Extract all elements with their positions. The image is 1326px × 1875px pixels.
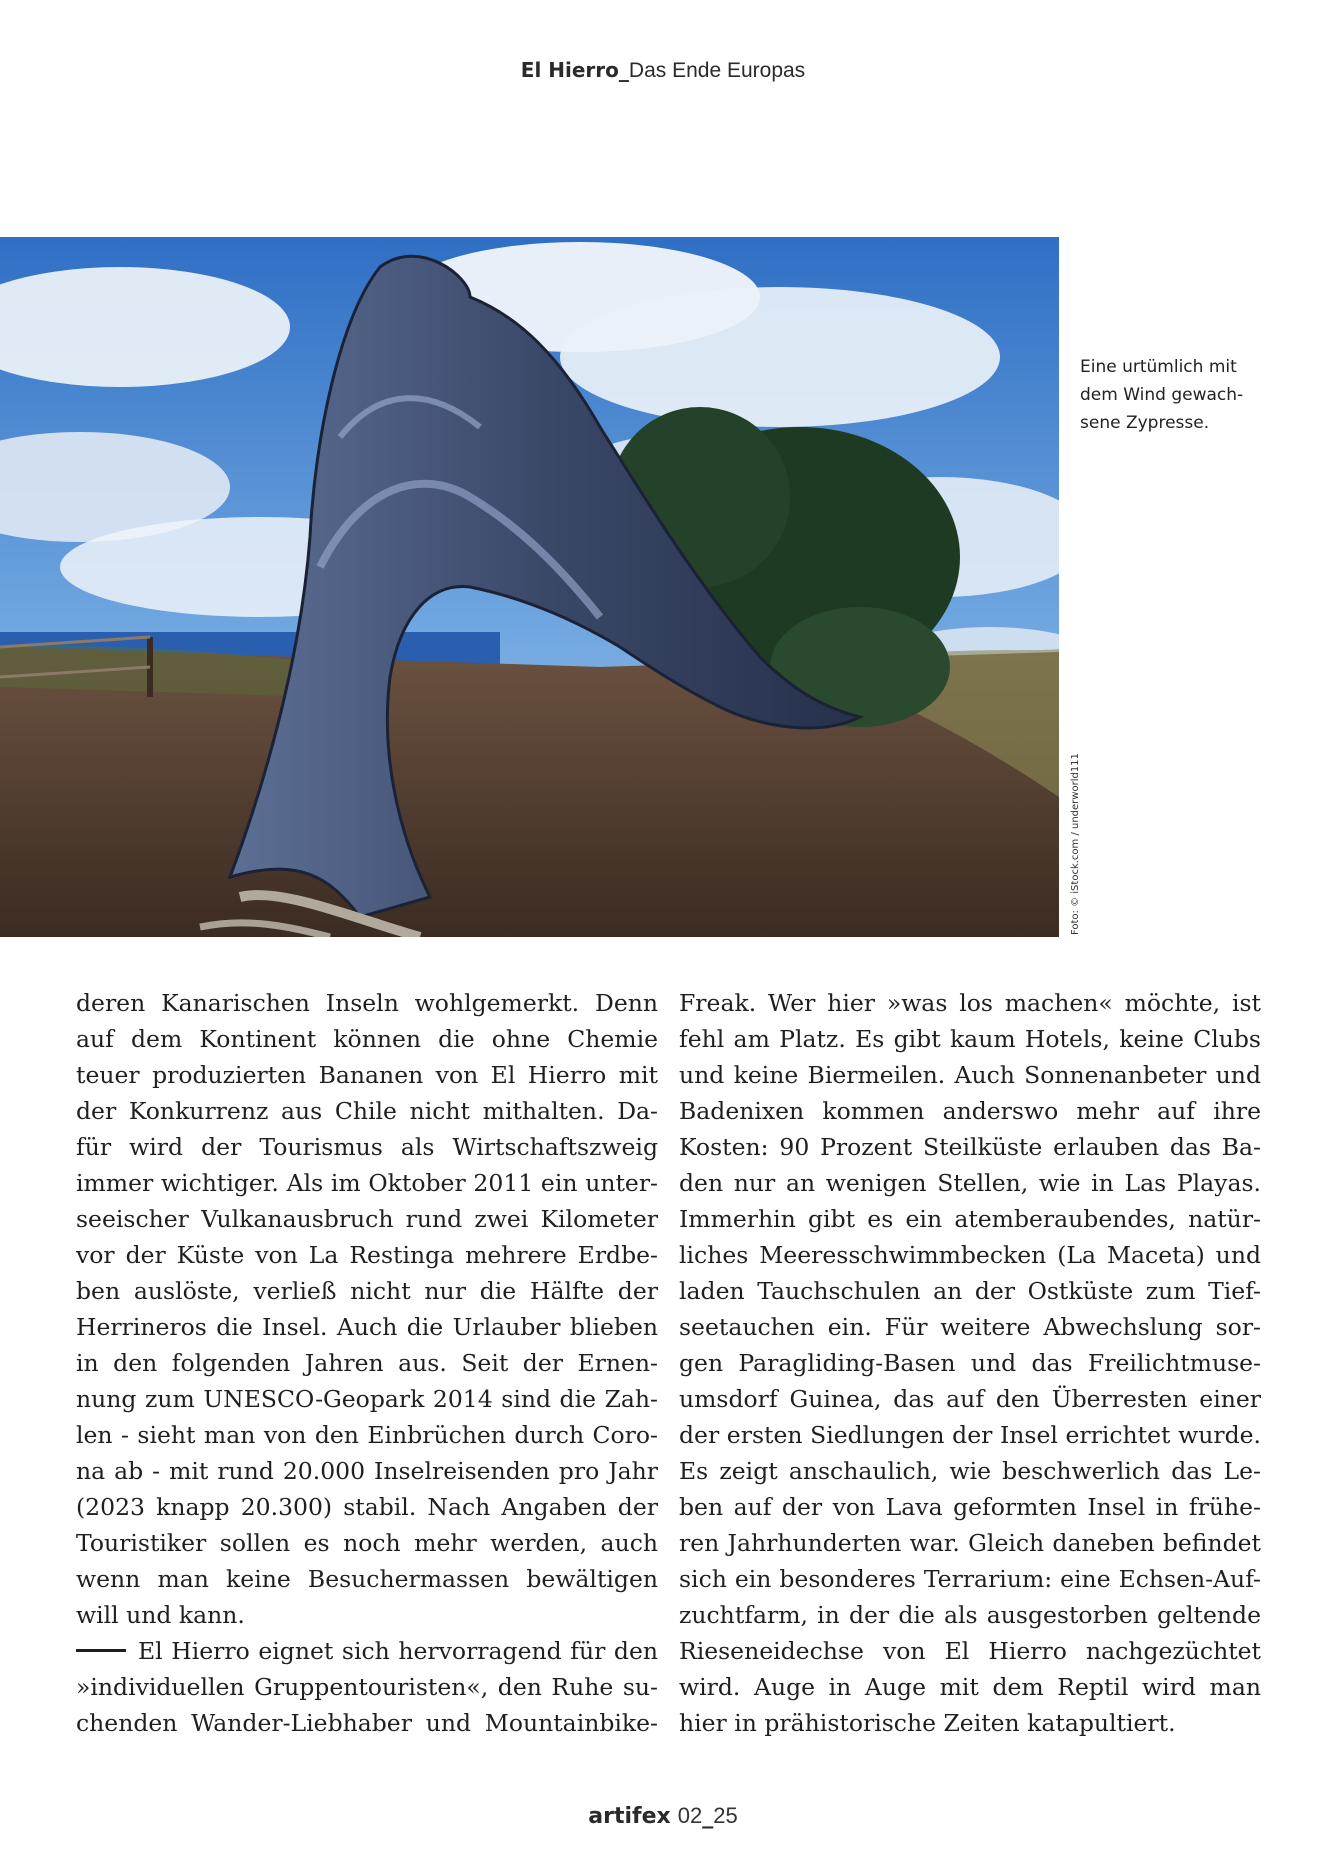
- text-line: wird. Auge in Auge mit dem Reptil wird man: [679, 1673, 1261, 1701]
- text-line: ben auf der von Lava geformten Insel in frühe-: [679, 1493, 1261, 1521]
- text-line: laden Tauchschulen an der Ostküste zum Tief-: [679, 1277, 1261, 1305]
- paragraph-rule-mark: [76, 1649, 126, 1652]
- photo-caption: [1080, 353, 1280, 437]
- text-line: in den folgenden Jahren aus. Seit der Ernen-: [76, 1349, 658, 1377]
- text-line: teuer produzierten Bananen von El Hierro mit: [76, 1061, 658, 1089]
- text-line: der ersten Siedlungen der Insel errichtet wurde.: [679, 1421, 1261, 1449]
- text-line: den nur an wenigen Stellen, wie in Las Playas.: [679, 1169, 1261, 1197]
- header-separator: _: [618, 58, 629, 82]
- footer-page-number: 25: [713, 1803, 738, 1828]
- text-line: ben auslöste, verließ nicht nur die Hälfte der: [76, 1277, 658, 1305]
- text-line: fehl am Platz. Es gibt kaum Hotels, keine Clubs: [679, 1025, 1261, 1053]
- running-header: [0, 58, 1326, 83]
- caption-line: Eine urtümlich mit: [1080, 357, 1237, 377]
- text-line: (2023 knapp 20.300) stabil. Nach Angaben der: [76, 1493, 658, 1521]
- text-column-right: [679, 985, 1261, 1741]
- text-line: der Konkurrenz aus Chile nicht mithalten. Da-: [76, 1097, 658, 1125]
- text-line: will und kann.: [76, 1601, 245, 1629]
- text-line: Rieseneidechse von El Hierro nachgezüchtet: [679, 1637, 1261, 1665]
- text-line: seetauchen ein. Für weitere Abwechslung sor-: [679, 1313, 1261, 1341]
- text-line: Touristiker sollen es noch mehr werden, auch: [76, 1529, 658, 1557]
- text-line: sich ein besonderes Terrarium: eine Echsen-Auf-: [679, 1565, 1261, 1593]
- footer-separator: _: [702, 1804, 714, 1829]
- text-line: immer wichtiger. Als im Oktober 2011 ein unter-: [76, 1169, 658, 1197]
- text-line: Herrineros die Insel. Auch die Urlauber blieben: [76, 1313, 658, 1341]
- text-line-content: El Hierro eignet sich hervorragend für den: [138, 1637, 658, 1665]
- header-subtitle: Das Ende Europas: [628, 59, 806, 82]
- text-line: Freak. Wer hier »was los machen« möchte, ist: [679, 989, 1261, 1017]
- text-line: liches Meeresschwimmbecken (La Maceta) und: [679, 1241, 1261, 1269]
- text-line: »individuellen Gruppentouristen«, den Ruhe su-: [76, 1673, 658, 1701]
- caption-line: dem Wind gewach-: [1080, 385, 1244, 405]
- text-line: umsdorf Guinea, das auf den Überresten einer: [679, 1385, 1261, 1413]
- page-footer: [0, 1803, 1326, 1829]
- text-line: auf dem Kontinent können die ohne Chemie: [76, 1025, 658, 1053]
- text-line: ren Jahrhunderten war. Gleich daneben befindet: [679, 1529, 1261, 1557]
- text-line: deren Kanarischen Inseln wohlgemerkt. Denn: [76, 989, 658, 1017]
- text-line: Es zeigt anschaulich, wie beschwerlich das Le-: [679, 1457, 1261, 1485]
- text-line: gen Paragliding-Basen und das Freilichtmuse-: [679, 1349, 1261, 1377]
- header-title: El Hierro: [520, 58, 619, 82]
- text-line: für wird der Tourismus als Wirtschaftszweig: [76, 1133, 658, 1161]
- text-line: wenn man keine Besuchermassen bewältigen: [76, 1565, 658, 1593]
- text-line: nung zum UNESCO-Geopark 2014 sind die Zah-: [76, 1385, 658, 1413]
- cypress-photo: [0, 237, 1059, 937]
- text-line: Immerhin gibt es ein atemberaubendes, natür-: [679, 1205, 1261, 1233]
- text-line: seeischer Vulkanausbruch rund zwei Kilometer: [76, 1205, 658, 1233]
- text-line: Badenixen kommen anderswo mehr auf ihre: [679, 1097, 1261, 1125]
- text-line: na ab - mit rund 20.000 Inselreisenden pro Jahr: [76, 1457, 658, 1485]
- text-line: Kosten: 90 Prozent Steilküste erlauben das Ba-: [679, 1133, 1261, 1161]
- text-line-paragraph-start: [76, 1633, 658, 1669]
- text-line: vor der Küste von La Restinga mehrere Erdbe-: [76, 1241, 658, 1269]
- caption-line: sene Zypresse.: [1080, 413, 1210, 433]
- text-line: chenden Wander-Liebhaber und Mountainbike-: [76, 1709, 658, 1737]
- text-line: und keine Biermeilen. Auch Sonnenanbeter und: [679, 1061, 1261, 1089]
- text-line: zuchtfarm, in der die als ausgestorben geltende: [679, 1601, 1261, 1629]
- photo-credit: Foto: © iStock.com / underworld111: [1070, 753, 1081, 935]
- footer-brand: artifex: [588, 1804, 671, 1829]
- footer-issue-number: 02: [677, 1803, 703, 1828]
- text-line: len - sieht man von den Einbrüchen durch Coro-: [76, 1421, 658, 1449]
- text-line: hier in prähistorische Zeiten katapultiert.: [679, 1709, 1176, 1737]
- text-column-left: [76, 985, 658, 1741]
